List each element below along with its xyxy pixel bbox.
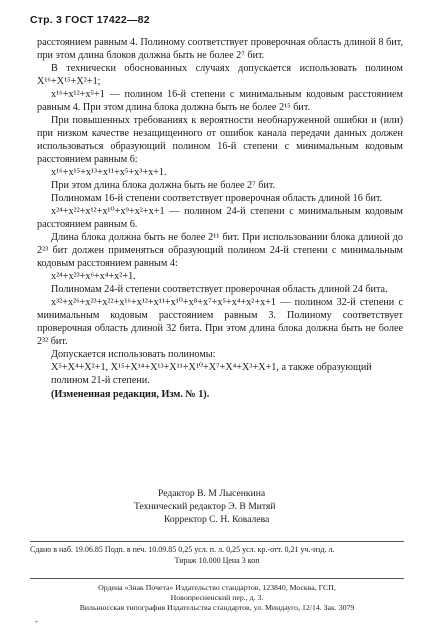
divider bbox=[30, 578, 404, 579]
imprint-publisher: Ордена «Знак Почета» Издательство стандартов, 123840, Москва, ГСП, bbox=[98, 583, 336, 592]
colophon bbox=[30, 545, 404, 566]
paragraph: Длина блока должна быть не более 2¹¹ бит. При использовании блока длиной до 2²³ бит должен применяться образующий полином 24-й степени с минимальным кодовым расстоянием равным 4: bbox=[37, 232, 403, 269]
paragraph: Допускается использовать полиномы: bbox=[51, 349, 216, 360]
editor-line: Редактор В. М Лысенкина bbox=[158, 488, 266, 499]
imprint bbox=[30, 583, 404, 614]
formula-line: x²⁴+x²³+x⁶+x⁴+x²+1. bbox=[51, 271, 136, 282]
paragraph: расстоянием равным 4. Полиному соответствует проверочная область длиной 8 бит, при этом длина блоков должна быть не более 2⁷ бит. bbox=[37, 37, 403, 61]
imprint-printer: Вильнюсская типография Издательства стандартов, ул. Миндауго, 12/14. Зак. 3079 bbox=[79, 603, 355, 613]
editors-block bbox=[0, 487, 427, 526]
formula-line: X⁵+X⁴+X²+1, X¹⁵+X¹⁴+X¹³+X¹¹+X¹⁰+X⁷+X⁴+X³+X+1, а также образующий полином 21-й степени. bbox=[51, 362, 372, 386]
page-header: Стр. 3 ГОСТ 17422—82 bbox=[30, 14, 150, 26]
paragraph: x³²+x²⁶+x²³+x²²+x¹⁶+x¹²+x¹¹+x¹⁰+x⁸+x⁷+x⁵+x⁴+x²+x+1 — полином 32-й степени с минимальным кодовым расстоянием равным 3. Полиному соответствует проверочная область длиной 32 бита. При этом длина блока должна быть не более 2³² бит. bbox=[37, 297, 403, 347]
corrector-line: Корректор С. Н. Ковалева bbox=[164, 514, 270, 525]
body-text bbox=[37, 36, 403, 401]
tech-editor-line: Технический редактор Э. В Митяй bbox=[134, 501, 276, 512]
paragraph: x²⁴+x²²+x¹²+x¹⁰+x⁹+x²+x+1 — полином 24-й степени с минимальным кодовым расстоянием равным 6. bbox=[37, 206, 403, 230]
paragraph: При повышенных требованиях к вероятности необнаруженной ошибки и (или) при низком качестве незащищенного от ошибок канала передачи данных должен использоваться образующий полином 16-й степени с минимальным кодовым расстоянием равным 6: bbox=[37, 115, 403, 165]
imprint-address: Новопресненский пер., д. 3. bbox=[170, 593, 264, 603]
formula-line: x¹⁶+x¹⁵+x¹³+x¹¹+x⁵+x³+x+1. bbox=[51, 167, 167, 178]
paragraph: Полиномам 16-й степени соответствует проверочная область длиной 16 бит. bbox=[51, 193, 383, 204]
divider bbox=[30, 541, 404, 542]
paragraph: При этом длина блока должна быть не более 2⁷ бит. bbox=[51, 180, 276, 191]
colophon-print-data: Сдано в наб. 19.06.85 Подп. в печ. 10.09.85 0,25 усл. п. л. 0,25 усл. кр.-отт. 0,21 уч.-изд. л. bbox=[30, 545, 335, 554]
amendment-note: (Измененная редакция, Изм. № 1). bbox=[51, 389, 210, 400]
colophon-run-price: Тираж 10.000 Цена 3 коп bbox=[174, 555, 260, 565]
footer-mark: - bbox=[35, 616, 38, 626]
paragraph: Полиномам 24-й степени соответствует проверочная область длиной 24 бита. bbox=[51, 284, 388, 295]
paragraph: В технически обоснованных случаях допускается использовать полином X¹⁶+X¹⁵+X²+1; bbox=[37, 63, 403, 87]
paragraph: x¹⁶+x¹²+x⁵+1 — полином 16-й степени с минимальным кодовым расстоянием равным 4. При этом длина блока должна быть не более 2¹⁵ бит. bbox=[37, 89, 403, 113]
